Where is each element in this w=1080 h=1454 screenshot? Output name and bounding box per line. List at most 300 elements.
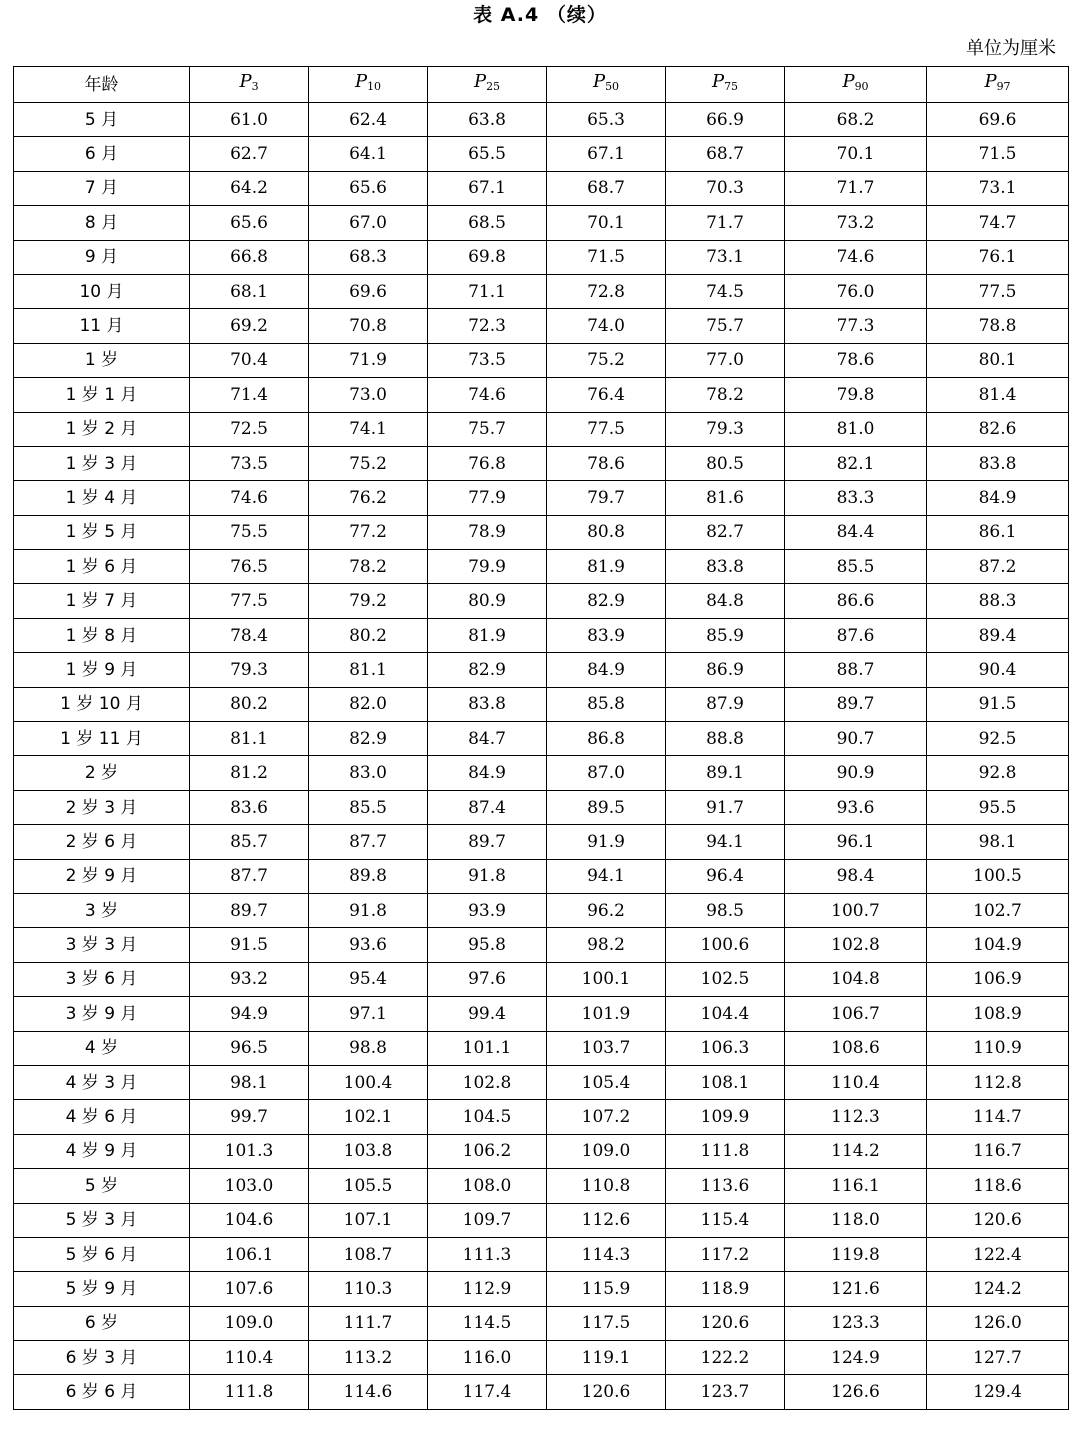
value-cell: 87.6 (785, 618, 927, 652)
value-cell: 82.9 (309, 722, 428, 756)
value-cell: 77.5 (927, 274, 1069, 308)
value-cell: 115.9 (547, 1272, 666, 1306)
value-cell: 89.4 (927, 618, 1069, 652)
age-cell: 1 岁 11 月 (14, 722, 190, 756)
value-cell: 87.0 (547, 756, 666, 790)
value-cell: 76.1 (927, 240, 1069, 274)
value-cell: 89.5 (547, 790, 666, 824)
value-cell: 126.6 (785, 1375, 927, 1409)
unit-label: 单位为厘米 (966, 38, 1056, 59)
value-cell: 88.8 (666, 722, 785, 756)
value-cell: 120.6 (547, 1375, 666, 1409)
percentile-subscript: 90 (854, 80, 869, 93)
age-cell: 1 岁 8 月 (14, 618, 190, 652)
age-cell: 2 岁 3 月 (14, 790, 190, 824)
value-cell: 86.9 (666, 653, 785, 687)
value-cell: 82.9 (428, 653, 547, 687)
value-cell: 99.7 (190, 1100, 309, 1134)
age-cell: 1 岁 9 月 (14, 653, 190, 687)
value-cell: 79.3 (190, 653, 309, 687)
value-cell: 114.6 (309, 1375, 428, 1409)
table-row (14, 550, 1069, 584)
value-cell: 116.7 (927, 1134, 1069, 1168)
table-row (14, 1169, 1069, 1203)
value-cell: 82.7 (666, 515, 785, 549)
table-row (14, 825, 1069, 859)
age-cell: 2 岁 9 月 (14, 859, 190, 893)
value-cell: 108.0 (428, 1169, 547, 1203)
value-cell: 99.4 (428, 997, 547, 1031)
value-cell: 79.8 (785, 378, 927, 412)
value-cell: 123.7 (666, 1375, 785, 1409)
value-cell: 81.4 (927, 378, 1069, 412)
value-cell: 92.5 (927, 722, 1069, 756)
table-row (14, 103, 1069, 137)
value-cell: 119.8 (785, 1237, 927, 1271)
value-cell: 98.8 (309, 1031, 428, 1065)
value-cell: 74.6 (428, 378, 547, 412)
value-cell: 63.8 (428, 103, 547, 137)
value-cell: 106.1 (190, 1237, 309, 1271)
value-cell: 108.7 (309, 1237, 428, 1271)
value-cell: 82.1 (785, 446, 927, 480)
value-cell: 79.2 (309, 584, 428, 618)
age-cell: 10 月 (14, 274, 190, 308)
value-cell: 104.6 (190, 1203, 309, 1237)
value-cell: 74.7 (927, 206, 1069, 240)
table-row (14, 515, 1069, 549)
value-cell: 78.8 (927, 309, 1069, 343)
percentile-symbol: P (473, 71, 487, 92)
value-cell: 77.0 (666, 343, 785, 377)
value-cell: 89.7 (785, 687, 927, 721)
table-row (14, 1237, 1069, 1271)
value-cell: 86.8 (547, 722, 666, 756)
value-cell: 78.4 (190, 618, 309, 652)
value-cell: 103.0 (190, 1169, 309, 1203)
value-cell: 95.5 (927, 790, 1069, 824)
value-cell: 71.1 (428, 274, 547, 308)
value-cell: 114.7 (927, 1100, 1069, 1134)
percentile-symbol: P (842, 71, 855, 92)
value-cell: 93.6 (785, 790, 927, 824)
value-cell: 98.2 (547, 928, 666, 962)
value-cell: 89.8 (309, 859, 428, 893)
value-cell: 114.5 (428, 1306, 547, 1340)
table-row (14, 997, 1069, 1031)
value-cell: 114.3 (547, 1237, 666, 1271)
value-cell: 107.1 (309, 1203, 428, 1237)
percentile-subscript: 75 (724, 80, 739, 93)
value-cell: 85.9 (666, 618, 785, 652)
age-cell: 6 月 (14, 137, 190, 171)
value-cell: 97.1 (309, 997, 428, 1031)
value-cell: 118.6 (927, 1169, 1069, 1203)
value-cell: 90.7 (785, 722, 927, 756)
value-cell: 100.4 (309, 1065, 428, 1099)
value-cell: 112.3 (785, 1100, 927, 1134)
value-cell: 98.5 (666, 893, 785, 927)
value-cell: 104.5 (428, 1100, 547, 1134)
age-cell: 2 岁 6 月 (14, 825, 190, 859)
value-cell: 83.9 (547, 618, 666, 652)
value-cell: 96.5 (190, 1031, 309, 1065)
age-cell: 1 岁 10 月 (14, 687, 190, 721)
value-cell: 78.6 (547, 446, 666, 480)
table-row (14, 1375, 1069, 1409)
value-cell: 104.9 (927, 928, 1069, 962)
value-cell: 70.1 (547, 206, 666, 240)
value-cell: 100.6 (666, 928, 785, 962)
value-cell: 69.6 (309, 274, 428, 308)
value-cell: 79.3 (666, 412, 785, 446)
value-cell: 77.5 (190, 584, 309, 618)
table-row (14, 1341, 1069, 1375)
age-cell: 3 岁 6 月 (14, 962, 190, 996)
value-cell: 111.8 (190, 1375, 309, 1409)
value-cell: 105.4 (547, 1065, 666, 1099)
value-cell: 106.3 (666, 1031, 785, 1065)
table-title: 表 A.4 （续） (473, 4, 607, 26)
value-cell: 117.4 (428, 1375, 547, 1409)
value-cell: 73.5 (428, 343, 547, 377)
value-cell: 94.1 (547, 859, 666, 893)
table-row (14, 687, 1069, 721)
value-cell: 98.1 (927, 825, 1069, 859)
value-cell: 67.1 (547, 137, 666, 171)
value-cell: 73.2 (785, 206, 927, 240)
value-cell: 84.9 (927, 481, 1069, 515)
value-cell: 62.7 (190, 137, 309, 171)
value-cell: 69.6 (927, 103, 1069, 137)
value-cell: 84.7 (428, 722, 547, 756)
table-row (14, 481, 1069, 515)
value-cell: 76.5 (190, 550, 309, 584)
value-cell: 77.5 (547, 412, 666, 446)
value-cell: 78.9 (428, 515, 547, 549)
value-cell: 70.1 (785, 137, 927, 171)
percentile-symbol: P (239, 71, 252, 92)
value-cell: 91.5 (190, 928, 309, 962)
value-cell: 88.7 (785, 653, 927, 687)
value-cell: 84.4 (785, 515, 927, 549)
value-cell: 103.8 (309, 1134, 428, 1168)
value-cell: 110.4 (785, 1065, 927, 1099)
height-percentile-table (13, 66, 1069, 1410)
value-cell: 75.5 (190, 515, 309, 549)
age-cell: 1 岁 4 月 (14, 481, 190, 515)
value-cell: 108.1 (666, 1065, 785, 1099)
table-row (14, 1031, 1069, 1065)
value-cell: 116.1 (785, 1169, 927, 1203)
value-cell: 109.9 (666, 1100, 785, 1134)
value-cell: 70.3 (666, 171, 785, 205)
value-cell: 104.4 (666, 997, 785, 1031)
value-cell: 78.2 (666, 378, 785, 412)
value-cell: 71.9 (309, 343, 428, 377)
table-header (14, 67, 1069, 103)
value-cell: 81.9 (547, 550, 666, 584)
value-cell: 122.4 (927, 1237, 1069, 1271)
percentile-column-header (666, 67, 785, 103)
value-cell: 83.8 (428, 687, 547, 721)
value-cell: 64.2 (190, 171, 309, 205)
table-row (14, 1272, 1069, 1306)
table-row (14, 343, 1069, 377)
age-cell: 6 岁 (14, 1306, 190, 1340)
value-cell: 71.7 (785, 171, 927, 205)
age-cell: 4 岁 (14, 1031, 190, 1065)
value-cell: 80.1 (927, 343, 1069, 377)
value-cell: 106.2 (428, 1134, 547, 1168)
value-cell: 102.5 (666, 962, 785, 996)
table-row (14, 274, 1069, 308)
table-row (14, 206, 1069, 240)
age-cell: 8 月 (14, 206, 190, 240)
value-cell: 118.0 (785, 1203, 927, 1237)
value-cell: 74.5 (666, 274, 785, 308)
value-cell: 124.2 (927, 1272, 1069, 1306)
table-row (14, 962, 1069, 996)
value-cell: 120.6 (927, 1203, 1069, 1237)
value-cell: 88.3 (927, 584, 1069, 618)
value-cell: 71.7 (666, 206, 785, 240)
value-cell: 93.6 (309, 928, 428, 962)
value-cell: 73.5 (190, 446, 309, 480)
table-row (14, 137, 1069, 171)
value-cell: 72.3 (428, 309, 547, 343)
value-cell: 106.9 (927, 962, 1069, 996)
value-cell: 73.0 (309, 378, 428, 412)
value-cell: 71.5 (547, 240, 666, 274)
value-cell: 81.9 (428, 618, 547, 652)
value-cell: 85.8 (547, 687, 666, 721)
value-cell: 77.9 (428, 481, 547, 515)
value-cell: 124.9 (785, 1341, 927, 1375)
value-cell: 86.1 (927, 515, 1069, 549)
table-row (14, 859, 1069, 893)
value-cell: 74.6 (785, 240, 927, 274)
value-cell: 119.1 (547, 1341, 666, 1375)
value-cell: 127.7 (927, 1341, 1069, 1375)
percentile-column-header (547, 67, 666, 103)
value-cell: 91.5 (927, 687, 1069, 721)
value-cell: 82.9 (547, 584, 666, 618)
age-cell: 5 岁 9 月 (14, 1272, 190, 1306)
value-cell: 73.1 (666, 240, 785, 274)
table-row (14, 378, 1069, 412)
age-cell: 5 岁 3 月 (14, 1203, 190, 1237)
value-cell: 84.8 (666, 584, 785, 618)
age-cell: 1 岁 2 月 (14, 412, 190, 446)
value-cell: 68.7 (547, 171, 666, 205)
value-cell: 92.8 (927, 756, 1069, 790)
value-cell: 83.6 (190, 790, 309, 824)
percentile-column-header (927, 67, 1069, 103)
table-body (14, 103, 1069, 1410)
age-cell: 1 岁 (14, 343, 190, 377)
value-cell: 95.4 (309, 962, 428, 996)
table-row (14, 584, 1069, 618)
value-cell: 96.1 (785, 825, 927, 859)
value-cell: 114.2 (785, 1134, 927, 1168)
value-cell: 87.2 (927, 550, 1069, 584)
percentile-subscript: 50 (605, 80, 620, 93)
value-cell: 73.1 (927, 171, 1069, 205)
value-cell: 70.4 (190, 343, 309, 377)
value-cell: 111.7 (309, 1306, 428, 1340)
value-cell: 98.1 (190, 1065, 309, 1099)
value-cell: 112.8 (927, 1065, 1069, 1099)
value-cell: 91.8 (309, 893, 428, 927)
value-cell: 129.4 (927, 1375, 1069, 1409)
table-row (14, 1134, 1069, 1168)
value-cell: 66.9 (666, 103, 785, 137)
value-cell: 66.8 (190, 240, 309, 274)
value-cell: 85.5 (785, 550, 927, 584)
value-cell: 116.0 (428, 1341, 547, 1375)
value-cell: 68.3 (309, 240, 428, 274)
percentile-symbol: P (354, 71, 368, 92)
table-row (14, 928, 1069, 962)
value-cell: 81.6 (666, 481, 785, 515)
value-cell: 85.7 (190, 825, 309, 859)
age-cell: 1 岁 6 月 (14, 550, 190, 584)
value-cell: 81.1 (309, 653, 428, 687)
value-cell: 91.7 (666, 790, 785, 824)
value-cell: 91.9 (547, 825, 666, 859)
age-column-header: 年龄 (14, 67, 190, 103)
value-cell: 76.0 (785, 274, 927, 308)
value-cell: 95.8 (428, 928, 547, 962)
value-cell: 100.1 (547, 962, 666, 996)
value-cell: 111.8 (666, 1134, 785, 1168)
value-cell: 62.4 (309, 103, 428, 137)
table-row (14, 893, 1069, 927)
value-cell: 126.0 (927, 1306, 1069, 1340)
table-row (14, 618, 1069, 652)
value-cell: 96.2 (547, 893, 666, 927)
table-row (14, 790, 1069, 824)
value-cell: 89.7 (190, 893, 309, 927)
value-cell: 75.7 (428, 412, 547, 446)
value-cell: 105.5 (309, 1169, 428, 1203)
value-cell: 75.2 (309, 446, 428, 480)
value-cell: 83.8 (666, 550, 785, 584)
value-cell: 78.6 (785, 343, 927, 377)
table-row (14, 1203, 1069, 1237)
value-cell: 68.1 (190, 274, 309, 308)
value-cell: 80.2 (309, 618, 428, 652)
value-cell: 61.0 (190, 103, 309, 137)
percentile-column-header (190, 67, 309, 103)
value-cell: 80.2 (190, 687, 309, 721)
table-row (14, 1100, 1069, 1134)
value-cell: 117.2 (666, 1237, 785, 1271)
age-cell: 6 岁 6 月 (14, 1375, 190, 1409)
percentile-column-header (428, 67, 547, 103)
value-cell: 71.5 (927, 137, 1069, 171)
value-cell: 106.7 (785, 997, 927, 1031)
value-cell: 79.9 (428, 550, 547, 584)
value-cell: 70.8 (309, 309, 428, 343)
value-cell: 67.0 (309, 206, 428, 240)
age-cell: 7 月 (14, 171, 190, 205)
value-cell: 113.2 (309, 1341, 428, 1375)
value-cell: 83.0 (309, 756, 428, 790)
value-cell: 120.6 (666, 1306, 785, 1340)
value-cell: 102.8 (785, 928, 927, 962)
percentile-column-header (309, 67, 428, 103)
value-cell: 89.7 (428, 825, 547, 859)
value-cell: 69.8 (428, 240, 547, 274)
age-cell: 2 岁 (14, 756, 190, 790)
value-cell: 84.9 (547, 653, 666, 687)
value-cell: 76.4 (547, 378, 666, 412)
value-cell: 93.2 (190, 962, 309, 996)
table-row (14, 412, 1069, 446)
value-cell: 93.9 (428, 893, 547, 927)
percentile-subscript: 3 (251, 80, 259, 93)
percentile-column-header (785, 67, 927, 103)
value-cell: 110.8 (547, 1169, 666, 1203)
value-cell: 68.7 (666, 137, 785, 171)
value-cell: 117.5 (547, 1306, 666, 1340)
table-row (14, 653, 1069, 687)
age-cell: 6 岁 3 月 (14, 1341, 190, 1375)
value-cell: 80.5 (666, 446, 785, 480)
age-cell: 11 月 (14, 309, 190, 343)
value-cell: 87.9 (666, 687, 785, 721)
value-cell: 69.2 (190, 309, 309, 343)
table-row (14, 171, 1069, 205)
value-cell: 101.9 (547, 997, 666, 1031)
value-cell: 109.0 (190, 1306, 309, 1340)
value-cell: 87.4 (428, 790, 547, 824)
value-cell: 84.9 (428, 756, 547, 790)
value-cell: 122.2 (666, 1341, 785, 1375)
percentile-symbol: P (592, 71, 606, 92)
percentile-subscript: 10 (367, 80, 382, 93)
value-cell: 83.8 (927, 446, 1069, 480)
age-cell: 1 岁 3 月 (14, 446, 190, 480)
value-cell: 77.3 (785, 309, 927, 343)
value-cell: 82.6 (927, 412, 1069, 446)
value-cell: 112.6 (547, 1203, 666, 1237)
value-cell: 74.6 (190, 481, 309, 515)
value-cell: 110.3 (309, 1272, 428, 1306)
age-cell: 1 岁 5 月 (14, 515, 190, 549)
value-cell: 65.6 (309, 171, 428, 205)
percentile-symbol: P (711, 71, 725, 92)
table-row (14, 240, 1069, 274)
table-row (14, 446, 1069, 480)
age-cell: 5 岁 (14, 1169, 190, 1203)
value-cell: 102.8 (428, 1065, 547, 1099)
value-cell: 74.0 (547, 309, 666, 343)
value-cell: 90.4 (927, 653, 1069, 687)
value-cell: 100.5 (927, 859, 1069, 893)
value-cell: 123.3 (785, 1306, 927, 1340)
value-cell: 76.8 (428, 446, 547, 480)
value-cell: 110.4 (190, 1341, 309, 1375)
value-cell: 118.9 (666, 1272, 785, 1306)
value-cell: 107.2 (547, 1100, 666, 1134)
value-cell: 89.1 (666, 756, 785, 790)
value-cell: 98.4 (785, 859, 927, 893)
value-cell: 91.8 (428, 859, 547, 893)
value-cell: 75.7 (666, 309, 785, 343)
